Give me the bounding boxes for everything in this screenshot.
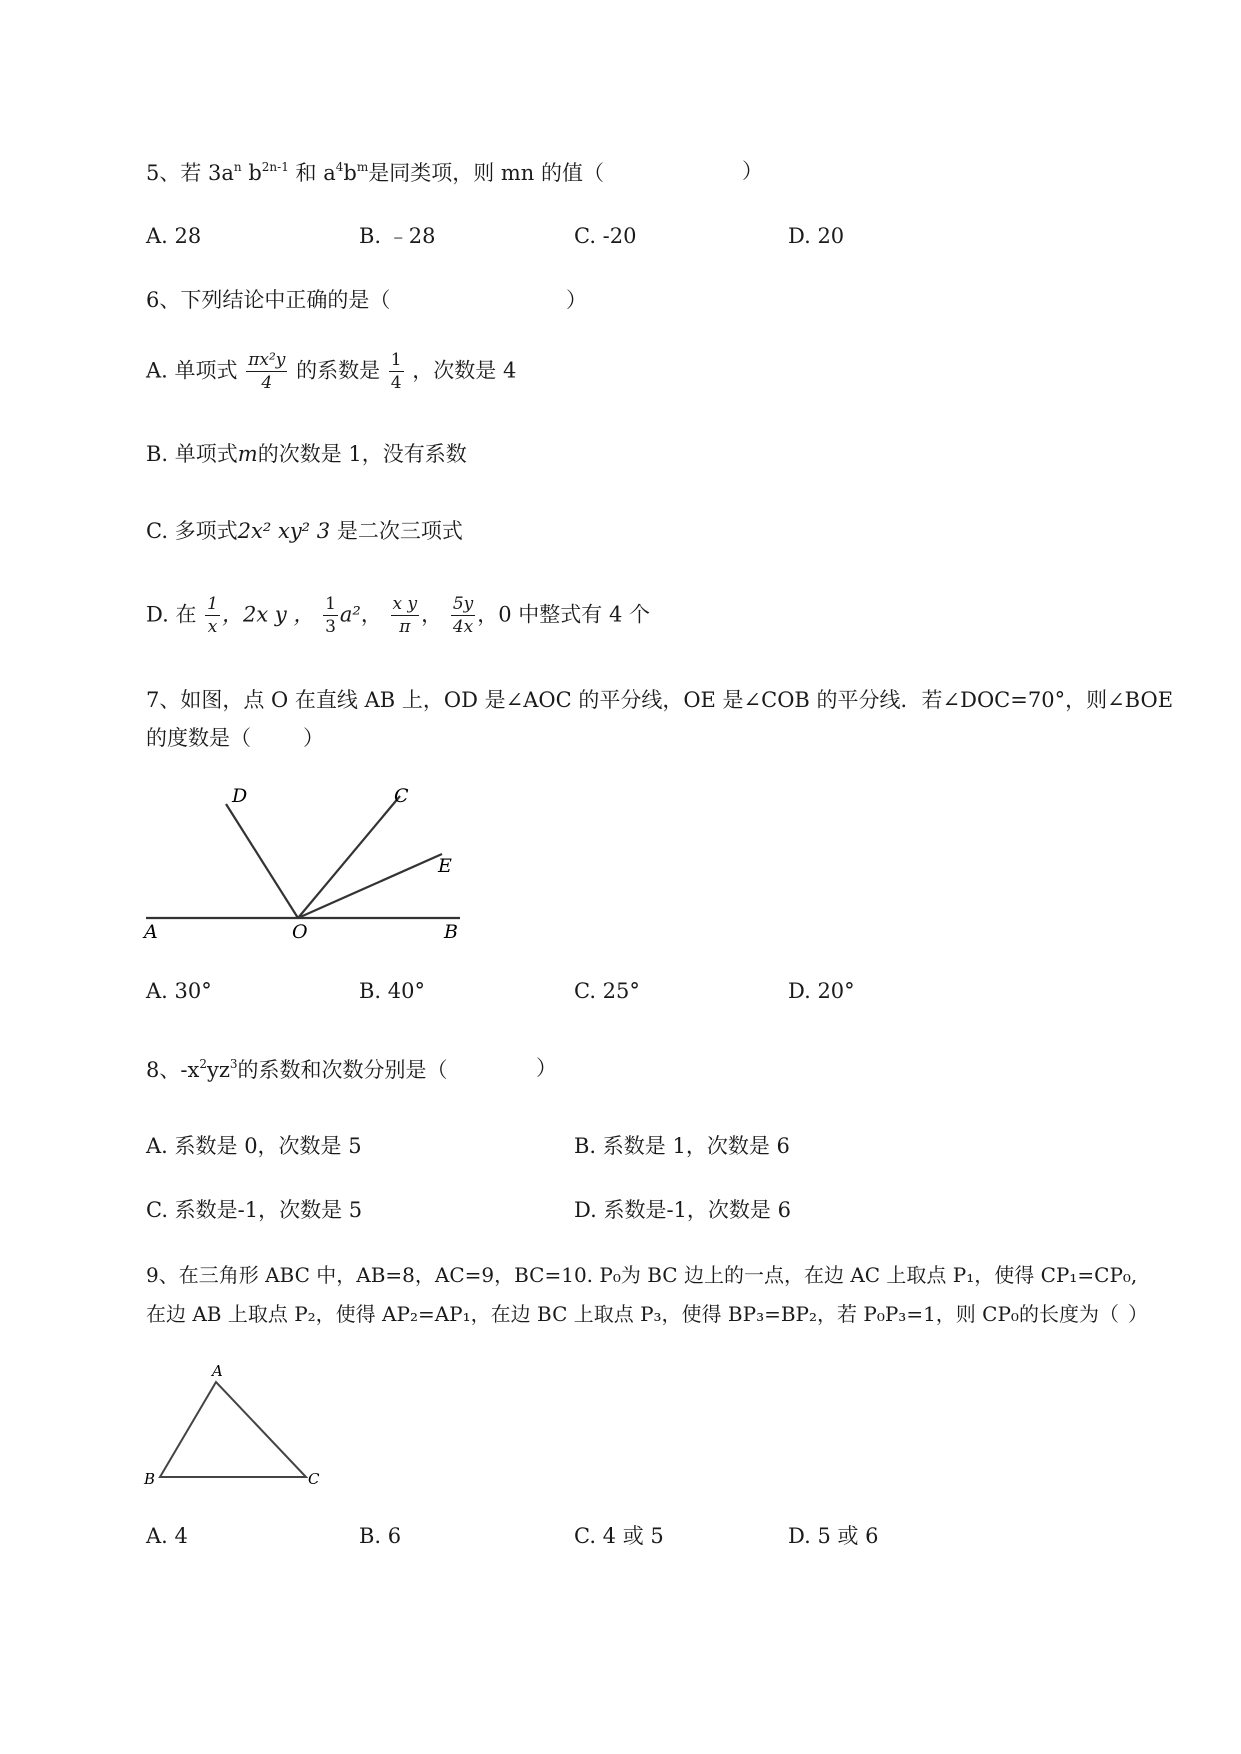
q8-option-b[interactable]: B. 系数是 1，次数是 6 xyxy=(574,1134,790,1158)
label-b: B xyxy=(444,921,458,943)
q7-option-d[interactable]: D. 20° xyxy=(788,979,855,1003)
fraction: $\frac{1}{x}$ xyxy=(207,594,218,637)
label-c: C xyxy=(308,1470,320,1488)
label-e: E xyxy=(438,855,452,877)
q9-option-d[interactable]: D. 5 或 6 xyxy=(788,1524,879,1548)
fraction: $\frac{\text{x y}}{\pi}$ xyxy=(392,594,418,637)
fraction: $\frac{1}{4}$ xyxy=(390,350,402,393)
q7-option-c[interactable]: C. 25° xyxy=(574,979,640,1003)
q9-option-b[interactable]: B. 6 xyxy=(359,1524,402,1548)
q8-option-c[interactable]: C. 系数是-1，次数是 5 xyxy=(146,1198,363,1222)
q6-option-d[interactable]: D. 在 $\frac{1}{x}$ ，2x y ， $\frac{1}{3}$ a²， $\frac{\text{x y}}{\pi}$ ， $\frac{5y}{4x}$ ，0 中整式有 4 个 xyxy=(146,594,651,637)
ray-od xyxy=(226,804,298,918)
q7-option-a[interactable]: A. 30° xyxy=(146,979,212,1003)
ray-oc xyxy=(298,796,400,918)
q9-close-paren: ） xyxy=(1128,1302,1148,1326)
q6-option-a[interactable]: A. 单项式 $\frac{\text{πx²y}}{4}$ 的系数是 $\frac{1}{4}$ ，次数是 4 xyxy=(146,350,517,393)
triangle-figure xyxy=(140,1360,330,1490)
q8-stem: 8、$-x^2yz^3$的系数和次数分别是（ xyxy=(146,1057,448,1082)
label-b: B xyxy=(144,1470,156,1488)
label-c: C xyxy=(394,785,409,807)
q6-option-b[interactable]: B. 单项式m的次数是 1，没有系数 xyxy=(146,442,467,466)
q5-option-d[interactable]: D. 20 xyxy=(788,224,845,248)
fraction: $\frac{5y}{4x}$ xyxy=(452,594,474,637)
q7-stem-line2: 的度数是（ xyxy=(146,726,251,750)
q6-close-paren: ） xyxy=(566,288,587,312)
q8-option-a[interactable]: A. 系数是 0，次数是 5 xyxy=(146,1134,362,1158)
fraction: $\frac{1}{3}$ xyxy=(325,594,336,637)
q5-option-a[interactable]: A. 28 xyxy=(146,224,202,248)
angle-figure xyxy=(140,784,470,944)
q8-close-paren: ） xyxy=(536,1056,557,1080)
q7-close-paren: ） xyxy=(303,726,324,750)
label-d: D xyxy=(232,785,248,807)
fraction: $\frac{\text{πx²y}}{4}$ xyxy=(248,350,286,393)
label-a: A xyxy=(212,1362,223,1380)
label-a: A xyxy=(144,921,158,943)
q9-stem-line2: 在边 AB 上取点 P₂，使得 AP₂=AP₁，在边 BC 上取点 P₃，使得 BP₃=BP₂，若 P₀P₃=1，则 CP₀的长度为（ xyxy=(146,1302,1119,1326)
q7-option-b[interactable]: B. 40° xyxy=(359,979,426,1003)
triangle-abc xyxy=(160,1382,306,1477)
q5-option-c[interactable]: C. -20 xyxy=(574,224,637,248)
q6-stem: 6、下列结论中正确的是（ xyxy=(146,288,391,312)
q9-stem-line1: 9、在三角形 ABC 中，AB=8，AC=9，BC=10. P₀为 BC 边上的一点，在边 AC 上取点 P₁，使得 CP₁=CP₀, xyxy=(146,1263,1138,1287)
label-o: O xyxy=(292,921,308,943)
q5-close-paren: ） xyxy=(742,159,763,183)
q9-option-c[interactable]: C. 4 或 5 xyxy=(574,1524,664,1548)
ray-oe xyxy=(298,854,442,918)
q6-option-c[interactable]: C. 多项式2x² xy² 3 是二次三项式 xyxy=(146,519,463,543)
q5-stem: 5、若 $3a^n$ $b^{2n-1}$ 和 $a^4b^m$是同类项，则 mn 的值（ xyxy=(146,160,604,185)
q9-option-a[interactable]: A. 4 xyxy=(146,1524,188,1548)
q8-option-d[interactable]: D. 系数是-1，次数是 6 xyxy=(574,1198,791,1222)
q7-stem-line1: 7、如图，点 O 在直线 AB 上，OD 是∠AOC 的平分线，OE 是∠COB 的平分线．若∠DOC=70°，则∠BOE xyxy=(146,688,1174,712)
q5-option-b[interactable]: B. ﹣28 xyxy=(359,224,436,248)
